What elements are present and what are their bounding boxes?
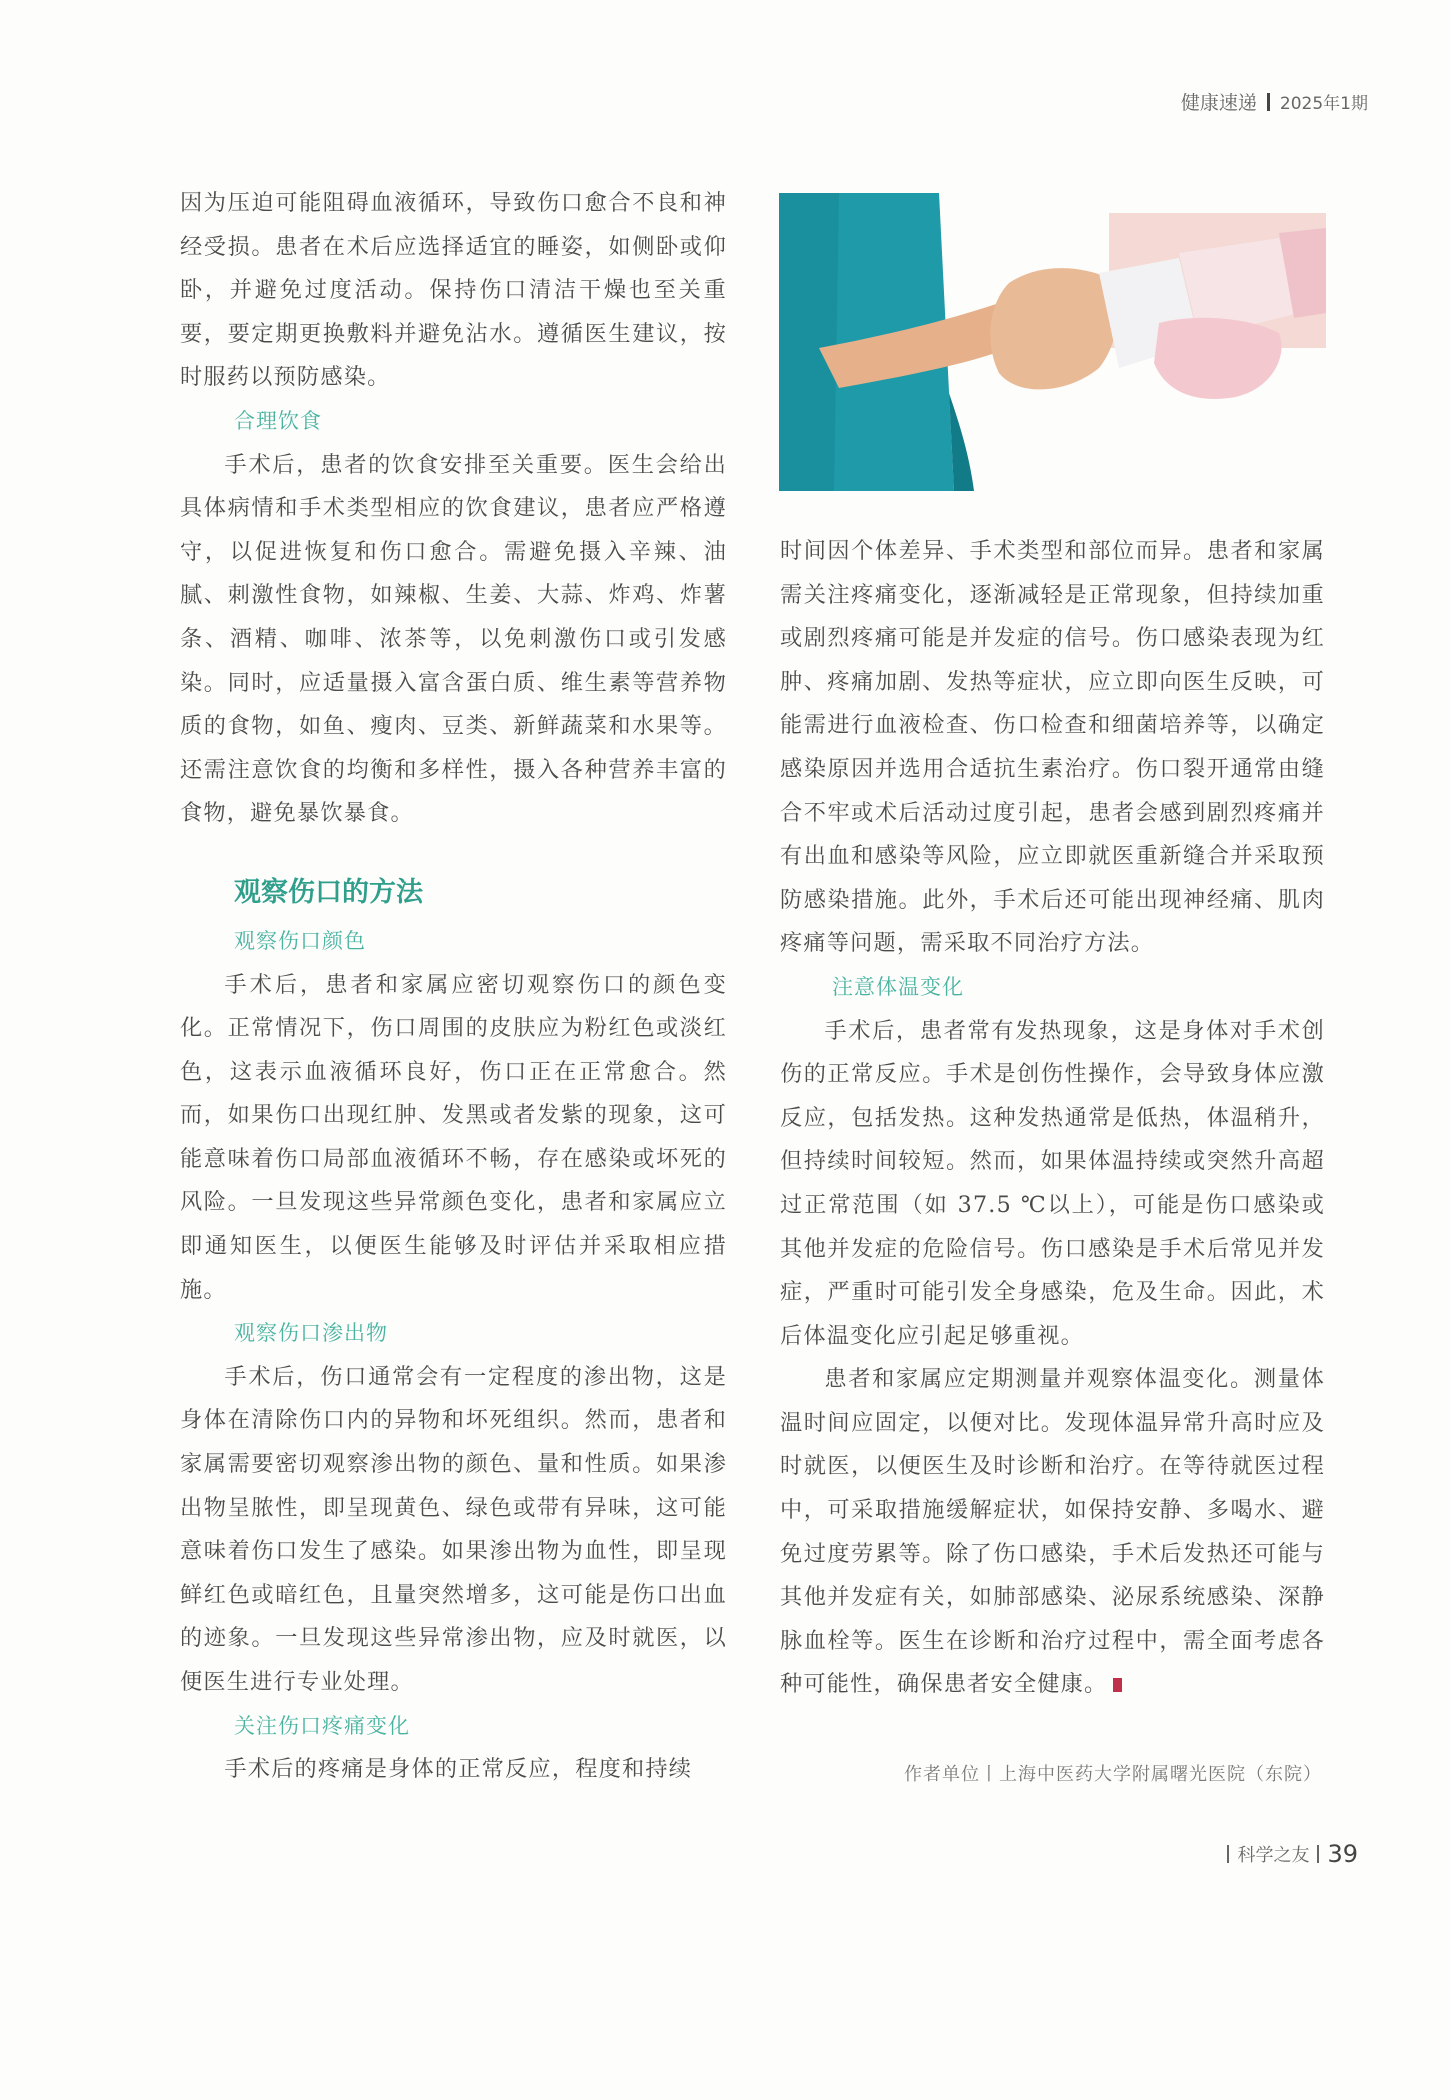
page-number: 39: [1327, 1840, 1358, 1868]
paragraph-intro: 因为压迫可能阻碍血液循环，导致伤口愈合不良和神经受损。患者在术后应选择适宜的睡姿，如侧卧或仰卧，并避免过度活动。保持伤口清洁干燥也至关重要，要定期更换敷料并避免沾水。遵循医生建议，按时服药以预防感染。: [180, 190, 727, 391]
section-title: 观察伤口的方法: [234, 876, 423, 908]
author-affiliation: 作者单位丨上海中医药大学附属曙光医院（东院）: [904, 1764, 1322, 1785]
bandaged-hand-photo: [779, 193, 1326, 491]
subheading-diet: 合理饮食: [234, 408, 322, 433]
paragraph-exudate: 手术后，伤口通常会有一定程度的渗出物，这是身体在清除伤口内的异物和坏死组织。然而，患者和家属需要密切观察渗出物的颜色、量和性质。如果渗出物呈脓性，即呈现黄色、绿色或带有异味，这可能意味着伤口发生了感染。如果渗出物为血性，即呈现鲜红色或暗红色，且量突然增多，这可能是伤口出血的迹象。一旦发现这些异常渗出物，应及时就医，以便医生进行专业处理。: [180, 1363, 727, 1695]
subheading-temperature: 注意体温变化: [832, 974, 964, 999]
footer-divider-left: [1227, 1845, 1229, 1863]
footer-magazine: 科学之友: [1237, 1845, 1310, 1866]
magazine-name: 健康速递: [1180, 92, 1257, 114]
end-mark-icon: [1113, 1678, 1122, 1692]
header-divider: [1267, 93, 1270, 111]
paragraph-pain-start: 手术后的疼痛是身体的正常反应，程度和持续: [224, 1756, 693, 1783]
left-column: [180, 182, 727, 1792]
paragraph-pain-cont: 时间因个体差异、手术类型和部位而异。患者和家属需关注疼痛变化，逐渐减轻是正常现象，但持续加重或剧烈疼痛可能是并发症的信号。伤口感染表现为红肿、疼痛加剧、发热等症状，应立即向医生反映，可能需进行血液检查、伤口检查和细菌培养等，以确定感染原因并选用合适抗生素治疗。伤口裂开通常由缝合不牢或术后活动过度引起，患者会感到剧烈疼痛并有出血和感染等风险，应立即就医重新缝合并采取预防感染措施。此外，手术后还可能出现神经痛、肌肉疼痛等问题，需采取不同治疗方法。: [780, 538, 1325, 957]
paragraph-temperature-2: [780, 1358, 1325, 1707]
subheading-pain: 关注伤口疼痛变化: [234, 1713, 410, 1738]
page-footer: [1227, 1840, 1358, 1868]
paragraph-diet: 手术后，患者的饮食安排至关重要。医生会给出具体病情和手术类型相应的饮食建议，患者应严格遵守，以促进恢复和伤口愈合。需避免摄入辛辣、油腻、刺激性食物，如辣椒、生姜、大蒜、炸鸡、炸薯条、酒精、咖啡、浓茶等，以免刺激伤口或引发感染。同时，应适量摄入富含蛋白质、维生素等营养物质的食物，如鱼、瘦肉、豆类、新鲜蔬菜和水果等。还需注意饮食的均衡和多样性，摄入各种营养丰富的食物，避免暴饮暴食。: [180, 451, 727, 827]
right-column: [780, 530, 1325, 1707]
paragraph-temperature-1: 手术后，患者常有发热现象，这是身体对手术创伤的正常反应。手术是创伤性操作，会导致身体应激反应，包括发热。这种发热通常是低热，体温稍升，但持续时间较短。然而，如果体温持续或突然升高超过正常范围（如 37.5 ℃以上），可能是伤口感染或其他并发症的危险信号。伤口感染是手术后常见并发症，严重时可能引发全身感染，危及生命。因此，术后体温变化应引起足够重视。: [780, 1017, 1325, 1349]
issue-label: 2025年1期: [1279, 94, 1368, 114]
subheading-exudate: 观察伤口渗出物: [234, 1321, 388, 1346]
subheading-color: 观察伤口颜色: [234, 928, 366, 953]
paragraph-temperature-2-text: 患者和家属应定期测量并观察体温变化。测量体温时间应固定，以便对比。发现体温异常升高时应及时就医，以便医生及时诊断和治疗。在等待就医过程中，可采取措施缓解症状，如保持安静、多喝水、避免过度劳累等。除了伤口感染，手术后发热还可能与其他并发症有关，如肺部感染、泌尿系统感染、深静脉血栓等。医生在诊断和治疗过程中，需全面考虑各种可能性，确保患者安全健康。: [780, 1366, 1325, 1698]
footer-divider-right: [1317, 1845, 1319, 1863]
running-header: [1181, 88, 1368, 115]
paragraph-color: 手术后，患者和家属应密切观察伤口的颜色变化。正常情况下，伤口周围的皮肤应为粉红色或淡红色，这表示血液循环良好，伤口正在正常愈合。然而，如果伤口出现红肿、发黑或者发紫的现象，这可能意味着伤口局部血液循环不畅，存在感染或坏死的风险。一旦发现这些异常颜色变化，患者和家属应立即通知医生，以便医生能够及时评估并采取相应措施。: [180, 971, 727, 1303]
